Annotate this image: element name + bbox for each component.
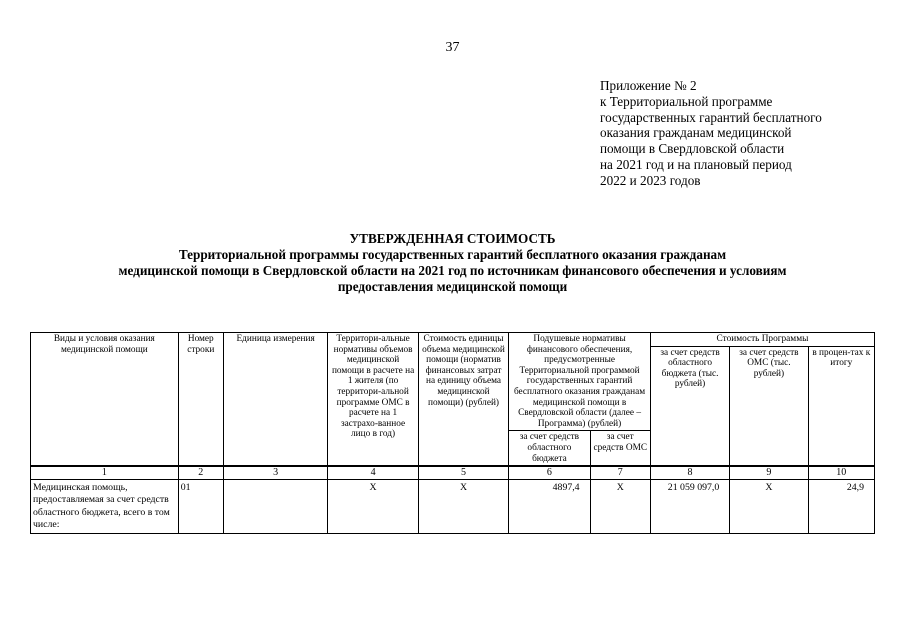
row-unit-cost: X bbox=[418, 479, 508, 533]
column-number: 2 bbox=[178, 466, 223, 479]
document-title bbox=[0, 231, 905, 295]
row-per-capita-regional: 4897,4 bbox=[509, 479, 590, 533]
appendix-line: 2022 и 2023 годов bbox=[600, 172, 701, 188]
row-percent: 24,9 bbox=[808, 479, 874, 533]
header-unit: Единица измерения bbox=[223, 333, 327, 467]
title-line: медицинской помощи в Свердловской области на 2021 год по источникам финансового обеспечения и условиям bbox=[118, 263, 787, 278]
appendix-line: на 2021 год и на плановый период bbox=[600, 156, 792, 172]
appendix-line: к Территориальной программе bbox=[600, 93, 773, 109]
title-line: предоставления медицинской помощи bbox=[337, 279, 568, 294]
header-program-cost: Стоимость Программы bbox=[650, 333, 874, 347]
header-row bbox=[31, 333, 875, 347]
header-cost-regional: за счет средств областного бюджета (тыс. рублей) bbox=[650, 346, 729, 466]
header-cost-percent: в процен-тах к итогу bbox=[808, 346, 874, 466]
column-numbers-row bbox=[31, 466, 875, 479]
appendix-header bbox=[600, 78, 890, 189]
row-cost-regional: 21 059 097,0 bbox=[650, 479, 729, 533]
table-row bbox=[31, 479, 875, 533]
header-unit-cost: Стоимость единицы объема медицинской помощи (норматив финансовых затрат на единицу объема медицинской помощи) (рублей) bbox=[418, 333, 508, 467]
header-types: Виды и условия оказания медицинской помощи bbox=[31, 333, 179, 467]
column-number: 3 bbox=[223, 466, 327, 479]
column-number: 4 bbox=[328, 466, 418, 479]
column-number: 6 bbox=[509, 466, 590, 479]
column-number: 1 bbox=[31, 466, 179, 479]
column-number: 7 bbox=[590, 466, 650, 479]
header-per-capita: Подушевые нормативы финансового обеспечения, предусмотренные Территориальной программой государственных гарантий бесплатного оказания гражданам медицинской помощи в Свердловской области (далее – Программа) (рублей) bbox=[509, 333, 651, 431]
header-cost-oms: за счет средств ОМС (тыс. рублей) bbox=[730, 346, 808, 466]
appendix-line: государственных гарантий бесплатного bbox=[600, 109, 822, 125]
row-cost-oms: X bbox=[730, 479, 808, 533]
column-number: 10 bbox=[808, 466, 874, 479]
page-number: 37 bbox=[445, 40, 460, 55]
row-per-capita-oms: X bbox=[590, 479, 650, 533]
header-per-capita-oms: за счет средств ОМС bbox=[590, 431, 650, 466]
header-row-number: Номер строки bbox=[178, 333, 223, 467]
appendix-line: оказания гражданам медицинской bbox=[600, 125, 792, 141]
column-number: 5 bbox=[418, 466, 508, 479]
appendix-line: помощи в Свердловской области bbox=[600, 141, 785, 157]
column-number: 9 bbox=[730, 466, 808, 479]
header-per-capita-regional: за счет средств областного бюджета bbox=[509, 431, 590, 466]
appendix-line: Приложение № 2 bbox=[600, 78, 697, 93]
row-name: Медицинская помощь, предоставляемая за счет средств областного бюджета, всего в том числе: bbox=[31, 479, 179, 533]
title-line: УТВЕРЖДЕННАЯ СТОИМОСТЬ bbox=[349, 231, 556, 246]
row-norm: X bbox=[328, 479, 418, 533]
title-line: Территориальной программы государственных гарантий бесплатного оказания гражданам bbox=[178, 247, 727, 262]
cost-table bbox=[30, 332, 875, 534]
row-number: 01 bbox=[178, 479, 223, 533]
header-territorial-norms: Территори-альные нормативы объемов медицинской помощи в расчете на 1 жителя (по территори-альной программе ОМС в расчете на 1 застрахо-ванное лицо в год) bbox=[328, 333, 418, 467]
column-number: 8 bbox=[650, 466, 729, 479]
row-unit bbox=[223, 479, 327, 533]
